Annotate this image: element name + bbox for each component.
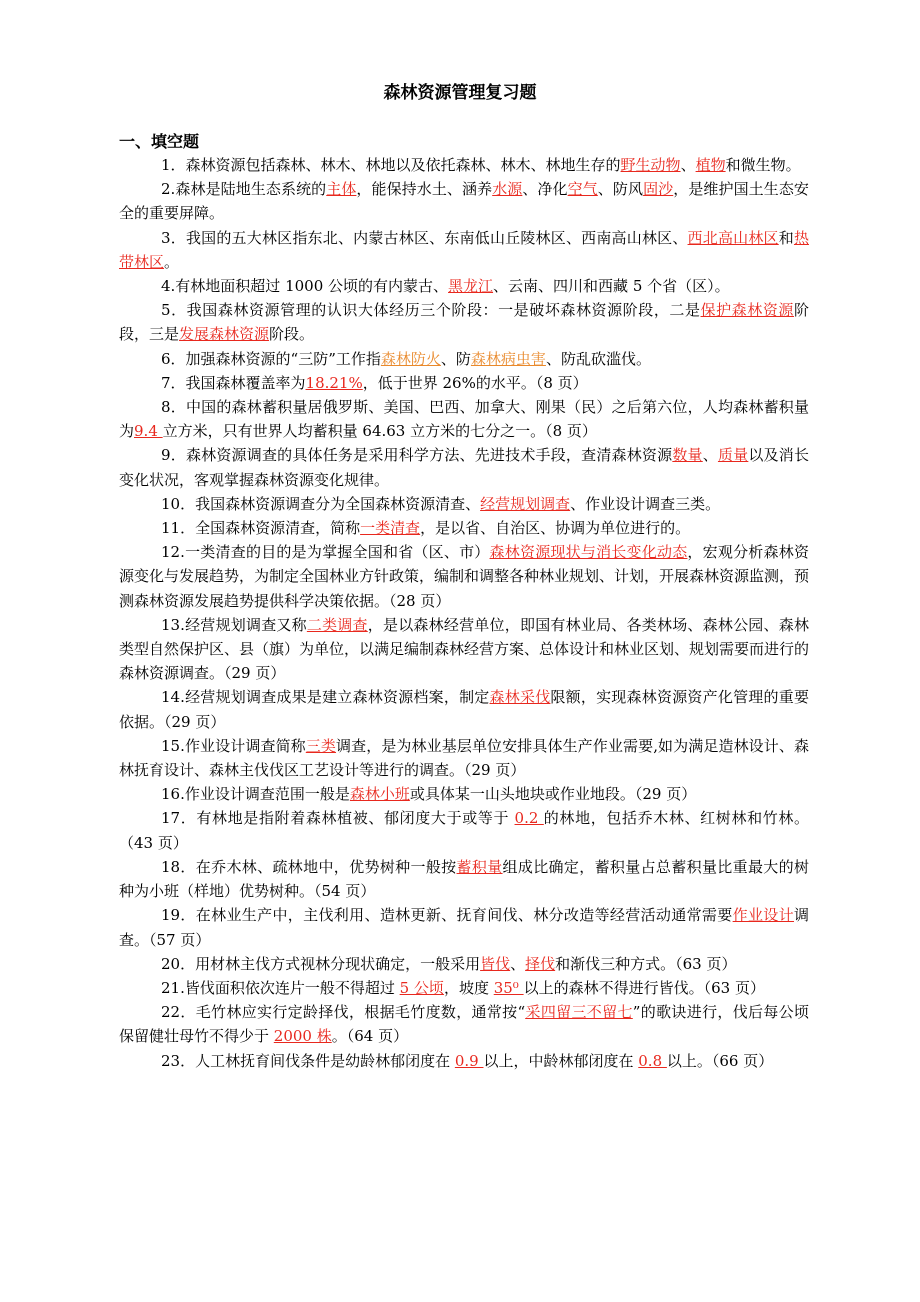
question-text: 组成比确定，蓄积量占总蓄积量比重最大的树种为小班（样地）优势树种。（54 页） bbox=[119, 857, 809, 901]
question-item bbox=[119, 903, 809, 951]
answer-text: 0.2 bbox=[514, 809, 544, 828]
question-text: ，低于世界 26%的水平。（8 页） bbox=[362, 373, 588, 392]
answer-text: 主体 bbox=[326, 180, 357, 199]
answer-text: 35⁰ bbox=[493, 978, 524, 997]
question-item bbox=[119, 395, 809, 443]
question-text: 和微生物。 bbox=[725, 156, 801, 174]
question-text: 、作业设计调查三类。 bbox=[570, 494, 721, 513]
question-item bbox=[119, 782, 809, 806]
question-text: 阶段，三是 bbox=[119, 301, 809, 344]
question-text: 以及消长变化状况，客观掌握森林资源变化规律。 bbox=[119, 446, 809, 489]
question-text: 9．森林资源调查的具体任务是采用科学方法、先进技术手段，查清森林资源 bbox=[161, 446, 673, 465]
question-item bbox=[119, 516, 809, 540]
question-text: 14.经营规划调查成果是建立森林资源档案，制定 bbox=[161, 688, 490, 707]
question-text: 调查。（57 页） bbox=[119, 906, 809, 949]
answer-text: 水源 bbox=[492, 180, 523, 199]
question-text: ，是以森林经营单位，即国有林业局、各类林场、森林公园、森林类型自然保护区、县（旗）为单位，以满足编制森林经营方案、总体设计和林业区划、规划需要而进行的森林资源调查。（29 页） bbox=[119, 615, 810, 683]
question-item bbox=[119, 685, 809, 733]
question-text: 5．我国森林资源管理的认识大体经历三个阶段：一是破坏森林资源阶段，二是 bbox=[161, 301, 701, 320]
answer-text: 二类调查 bbox=[306, 615, 368, 634]
question-text: 11．全国森林资源清查，简称 bbox=[161, 519, 361, 538]
question-text: ，是维护国土生态安全的重要屏障。 bbox=[119, 180, 809, 223]
question-text: 。 bbox=[164, 252, 180, 271]
question-item bbox=[119, 492, 809, 516]
question-text: 、云南、四川和西藏 5 个省（区）。 bbox=[493, 277, 730, 296]
answer-text: 保护森林资源 bbox=[700, 301, 794, 320]
question-text: ”的歌诀进行，伐后每公顷保留健壮母竹不得少于 bbox=[119, 1003, 809, 1046]
question-text: 以上，中龄林郁闭度在 bbox=[483, 1051, 639, 1070]
answer-text: 皆伐 bbox=[480, 954, 511, 973]
answer-text: 经营规划调查 bbox=[480, 494, 571, 513]
question-text: 6．加强森林资源的“三防”工作指 bbox=[161, 349, 381, 368]
question-text: 、防乱砍滥伐。 bbox=[545, 349, 651, 368]
question-item bbox=[119, 177, 809, 225]
question-text: ，能保持水土、涵养 bbox=[356, 180, 493, 199]
question-text: 以上。（66 页） bbox=[666, 1051, 774, 1070]
answer-text: 9.4 bbox=[134, 422, 163, 441]
answer-text: 一类清查 bbox=[360, 519, 421, 538]
question-text: 18．在乔木林、疏林地中，优势树种一般按 bbox=[161, 857, 457, 876]
question-text: 15.作业设计调查简称 bbox=[161, 736, 306, 755]
answer-text: 黑龙江 bbox=[448, 277, 494, 296]
question-text: 12.一类清查的目的是为掌握全国和省（区、市） bbox=[161, 543, 490, 562]
question-text: 。（64 页） bbox=[331, 1027, 409, 1046]
question-item bbox=[119, 540, 809, 613]
question-text: 1．森林资源包括森林、林木、林地以及依托森林、林木、林地生存的 bbox=[161, 156, 621, 174]
document-title: 森林资源管理复习题 bbox=[383, 83, 537, 103]
question-text: ，坡度 bbox=[443, 978, 494, 997]
answer-text: 0.9 bbox=[454, 1051, 484, 1070]
answer-text: 择伐 bbox=[525, 954, 556, 973]
question-text: 13.经营规划调查又称 bbox=[161, 615, 307, 634]
question-item bbox=[119, 443, 809, 491]
question-text: ，是以省、自治区、协调为单位进行的。 bbox=[420, 519, 691, 538]
question-item bbox=[119, 734, 809, 782]
question-item bbox=[119, 806, 809, 854]
question-text: 2.森林是陆地生态系统的 bbox=[161, 180, 327, 199]
question-item bbox=[119, 371, 809, 395]
question-text: 阶段。 bbox=[269, 325, 315, 344]
question-list bbox=[119, 153, 809, 1073]
answer-text: 采四留三不留七 bbox=[525, 1003, 633, 1022]
question-text: 19．在林业生产中，主伐利用、造林更新、抚育间伐、林分改造等经营活动通常需要 bbox=[161, 906, 733, 925]
question-text: 10．我国森林资源调查分为全国森林资源清查、 bbox=[161, 494, 481, 513]
question-text: 的林地，包括乔木林、红树林和竹林。（43 页） bbox=[119, 809, 809, 852]
answer-text: 西北高山林区 bbox=[687, 228, 779, 247]
question-text: 、 bbox=[510, 954, 526, 973]
question-text: 3．我国的五大林区指东北、内蒙古林区、东南低山丘陵林区、西南高山林区、 bbox=[161, 228, 688, 247]
question-item bbox=[119, 274, 809, 298]
answer-text: 0.8 bbox=[638, 1051, 667, 1070]
question-text: 、防 bbox=[440, 349, 471, 368]
question-item bbox=[119, 855, 809, 903]
question-text: 和渐伐三种方式。（63 页） bbox=[555, 954, 737, 973]
question-text: ，宏观分析森林资源变化与发展趋势，为制定全国林业方针政策，编制和调整各种林业规划、计划，开展森林资源监测，预测森林资源发展趋势提供科学决策依据。（28 页） bbox=[119, 543, 810, 610]
question-item bbox=[119, 613, 809, 686]
question-text: 23．人工林抚育间伐条件是幼龄林郁闭度在 bbox=[161, 1051, 455, 1070]
question-text: 立方米，只有世界人均蓄积量 64.63 立方米的七分之一。（8 页） bbox=[162, 422, 597, 441]
answer-text: 5 公顷 bbox=[399, 978, 444, 997]
answer-text: 三类 bbox=[305, 736, 337, 755]
question-item bbox=[119, 298, 809, 346]
answer-text: 野生动物 bbox=[620, 156, 681, 174]
answer-text: 森林病虫害 bbox=[470, 349, 546, 368]
question-item bbox=[119, 153, 809, 177]
answer-text: 空气 bbox=[567, 180, 598, 199]
answer-text: 18.21% bbox=[305, 373, 363, 392]
answer-text: 发展森林资源 bbox=[179, 325, 270, 344]
question-text: 22．毛竹林应实行定龄择伐，根据毛竹度数，通常按“ bbox=[161, 1003, 526, 1022]
question-text: 20．用材林主伐方式视林分现状确定，一般采用 bbox=[161, 954, 481, 973]
question-text: 、净化 bbox=[522, 180, 568, 199]
answer-text: 森林防火 bbox=[380, 349, 441, 368]
question-text: 4.有林地面积超过 1000 公顷的有内蒙古、 bbox=[161, 277, 449, 296]
question-text: 、 bbox=[680, 156, 696, 174]
question-text: 调查，是为林业基层单位安排具体生产作业需要,如为满足造林设计、森林抚育设计、森林主伐伐区工艺设计等进行的调查。（29 页） bbox=[119, 736, 809, 780]
question-item bbox=[119, 226, 809, 274]
question-text: 7．我国森林覆盖率为 bbox=[161, 373, 306, 392]
question-text: 17．有林地是指附着森林植被、郁闭度大于或等于 bbox=[161, 809, 515, 828]
answer-text: 质量 bbox=[717, 446, 749, 465]
answer-text: 蓄积量 bbox=[456, 857, 503, 876]
question-item bbox=[119, 347, 809, 371]
question-text: 或具体某一山头地块或作业地段。（29 页） bbox=[409, 785, 697, 804]
answer-text: 森林小班 bbox=[349, 785, 410, 804]
answer-text: 固沙 bbox=[643, 180, 674, 199]
section-heading: 一、填空题 bbox=[119, 132, 200, 151]
question-item bbox=[119, 952, 809, 976]
answer-text: 作业设计 bbox=[732, 906, 794, 925]
question-text: 21.皆伐面积依次连片一般不得超过 bbox=[161, 978, 400, 997]
question-text: 以上的森林不得进行皆伐。（63 页） bbox=[523, 978, 765, 997]
question-text: 8．中国的森林蓄积量居俄罗斯、美国、巴西、加拿大、刚果（民）之后第六位，人均森林蓄积量为 bbox=[119, 398, 809, 441]
question-text: 限额，实现森林资源资产化管理的重要依据。（29 页） bbox=[119, 688, 809, 731]
question-text: 和 bbox=[778, 228, 794, 247]
question-text: 、防风 bbox=[597, 180, 644, 199]
answer-text: 森林采伐 bbox=[489, 688, 551, 707]
question-text: 16.作业设计调查范围一般是 bbox=[161, 785, 350, 804]
question-item bbox=[119, 1049, 809, 1073]
answer-text: 森林资源现状与消长变化动态 bbox=[489, 543, 688, 562]
question-item bbox=[119, 976, 809, 1000]
answer-text: 热带林区 bbox=[119, 228, 809, 271]
question-item bbox=[119, 1000, 809, 1048]
answer-text: 植物 bbox=[695, 156, 726, 174]
question-text: 、 bbox=[702, 446, 718, 465]
answer-text: 数量 bbox=[672, 446, 703, 465]
answer-text: 2000 株 bbox=[273, 1027, 332, 1046]
